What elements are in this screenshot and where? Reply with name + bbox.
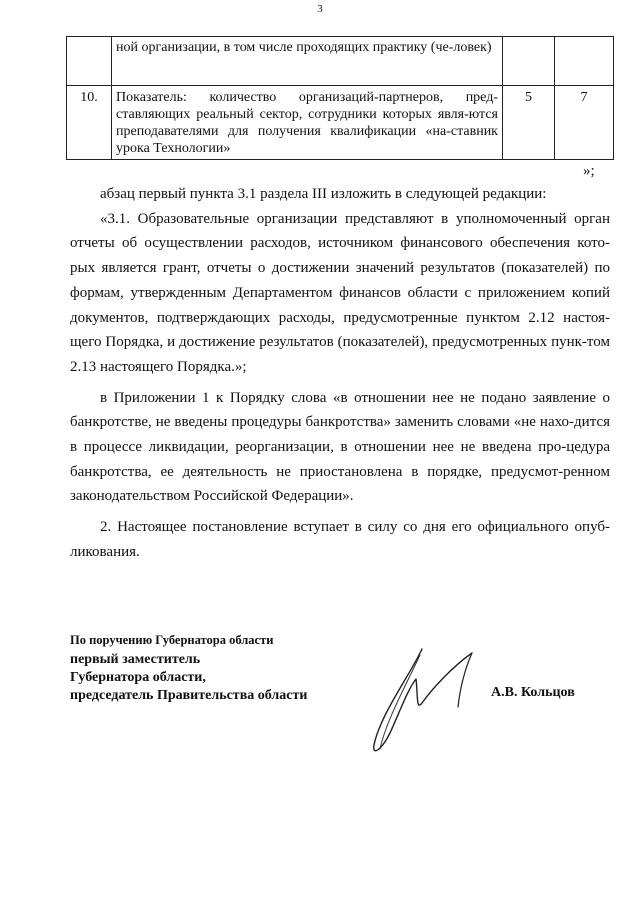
signatory-position: председатель Правительства области xyxy=(70,688,308,703)
paragraph: 2. Настоящее постановление вступает в силу со дня его официального опуб-ликования. xyxy=(70,519,610,560)
signatory-position: первый заместитель xyxy=(70,652,201,667)
paragraph: в Приложении 1 к Порядку слова «в отношении нее не подано заявление о банкротстве, не введены процедуры банкротства» заменить словами «не нахо-дится в процессе ликвидации, реорганизации, в отношении нее не введена про-цедура банкротства, ее деятельность не приостановлена в порядке, предусмот-ренном законодательством Российской Федерации». xyxy=(70,389,610,505)
paragraph: «3.1. Образовательные организации представляют в уполномоченный орган отчеты об осуществлении расходов, источником финансового обеспечения кото-рых является грант, отчеты о достижении значений результатов (показателей) по формам, утвержденным Департаментом финансов области с приложением копий документов, подтверждающих расходы, предусмотренные пунктом 2.12 настоя-щего Порядка, и достижение результатов (показателей), предусмотренных пунк-том 2.13 настоящего Порядка.»; xyxy=(70,210,610,375)
row-number-cell xyxy=(67,37,112,86)
row-value-cell: 7 xyxy=(555,86,614,160)
closing-quote: »; xyxy=(583,163,595,179)
table-row xyxy=(67,37,614,86)
row-value-cell: 5 xyxy=(503,86,555,160)
indicator-table xyxy=(66,36,614,160)
signatory-position: Губернатора области, xyxy=(70,670,206,685)
signatory-authority: По поручению Губернатора области xyxy=(70,633,274,647)
paragraph: абзац первый пункта 3.1 раздела III изложить в следующей редакции: xyxy=(100,186,547,202)
row-number-cell: 10. xyxy=(67,86,112,160)
row-text-cell: Показатель: количество организаций-партнеров, пред-ставляющих реальный сектор, сотрудники которых явля-ются преподавателями для получения квалификации «на-ставник урока Технологии» xyxy=(112,86,503,160)
signature-block xyxy=(70,632,370,705)
row-text-cell: ной организации, в том числе проходящих практику (че-ловек) xyxy=(112,37,503,86)
document-body xyxy=(70,182,610,565)
signer-name: А.В. Кольцов xyxy=(491,685,575,700)
handwritten-signature xyxy=(360,645,500,765)
page-number: 3 xyxy=(317,3,323,15)
row-value-cell xyxy=(503,37,555,86)
table-row xyxy=(67,86,614,160)
row-value-cell xyxy=(555,37,614,86)
